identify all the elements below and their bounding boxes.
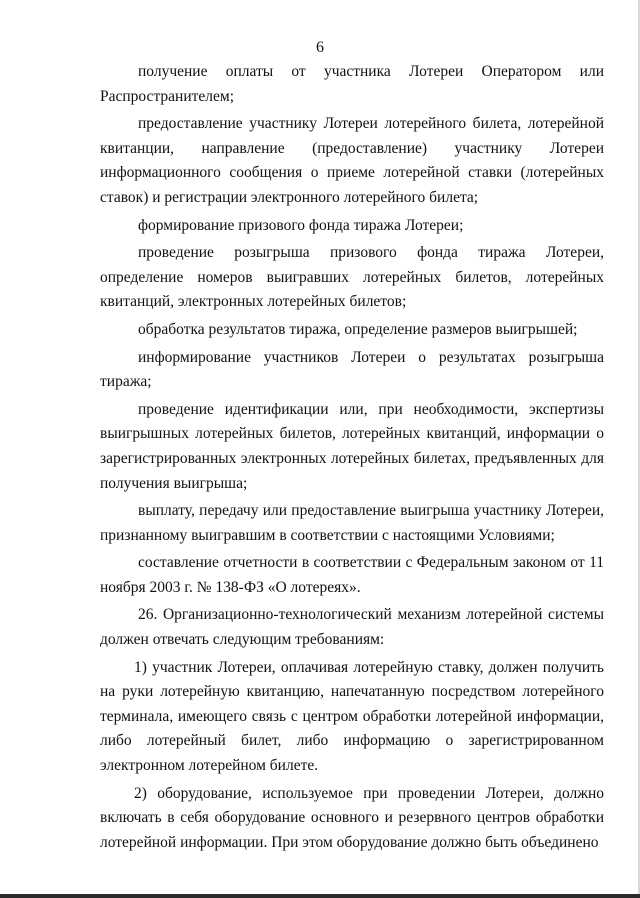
paragraph-identification: проведение идентификации или, при необходимости, экспертизы выигрышных лотерейных билетов, лотерейных квитанций, информации о зарегистрированных электронных лотерейных билетах, предъявленных для получения выигрыша;: [100, 400, 604, 492]
paragraph-results-processing: обработка результатов тиража, определение размеров выигрышей;: [138, 320, 578, 338]
page-number: 6: [316, 39, 324, 56]
paragraph-draw: проведение розыгрыша призового фонда тиража Лотереи, определение номеров выигравших лотерейных билетов, лотерейных квитанций, электронных лотерейных билетов;: [100, 244, 604, 311]
paragraph-prize-fund: формирование призового фонда тиража Лотереи;: [138, 216, 464, 234]
body-text: [100, 60, 604, 858]
paragraph-ticket-provision: предоставление участнику Лотереи лотерейного билета, лотерейной квитанции, направление (предоставление) участнику Лотереи информационного сообщения о приеме лотерейной ставки (лотерейных ставок) и регистрации электронного лотерейного билета;: [100, 115, 604, 206]
paragraph-item-1: 1) участник Лотереи, оплачивая лотерейную ставку, должен получить на руки лотерейную квитанцию, напечатанную посредством лотерейного терминала, имеющего связь с центром обработки лотерейной информации, либо лотерейный билет, либо информацию о зарегистрированном электронном лотерейном билете.: [100, 658, 604, 775]
paragraph-section-26: 26. Организационно-технологический механизм лотерейной системы должен отвечать следующим требованиям:: [100, 606, 604, 649]
scan-bottom-edge: [0, 894, 640, 898]
paragraph-payout: выплату, передачу или предоставление выигрыша участнику Лотереи, признанному выигравшим в соответствии с настоящими Условиями;: [100, 502, 604, 544]
paragraph-informing: информирование участников Лотереи о результатах розыгрыша тиража;: [100, 348, 604, 391]
paragraph-reporting: составление отчетности в соответствии с Федеральным законом от 11 ноября 2003 г. № 138-ФЗ «О лотереях».: [100, 554, 604, 596]
paragraph-payment: получение оплаты от участника Лотереи Оператором или Распространителем;: [100, 63, 604, 105]
paragraph-item-2: 2) оборудование, используемое при проведении Лотереи, должно включать в себя оборудование основного и резервного центров обработки лотерейной информации. При этом оборудование должно быть объединено: [100, 784, 604, 851]
